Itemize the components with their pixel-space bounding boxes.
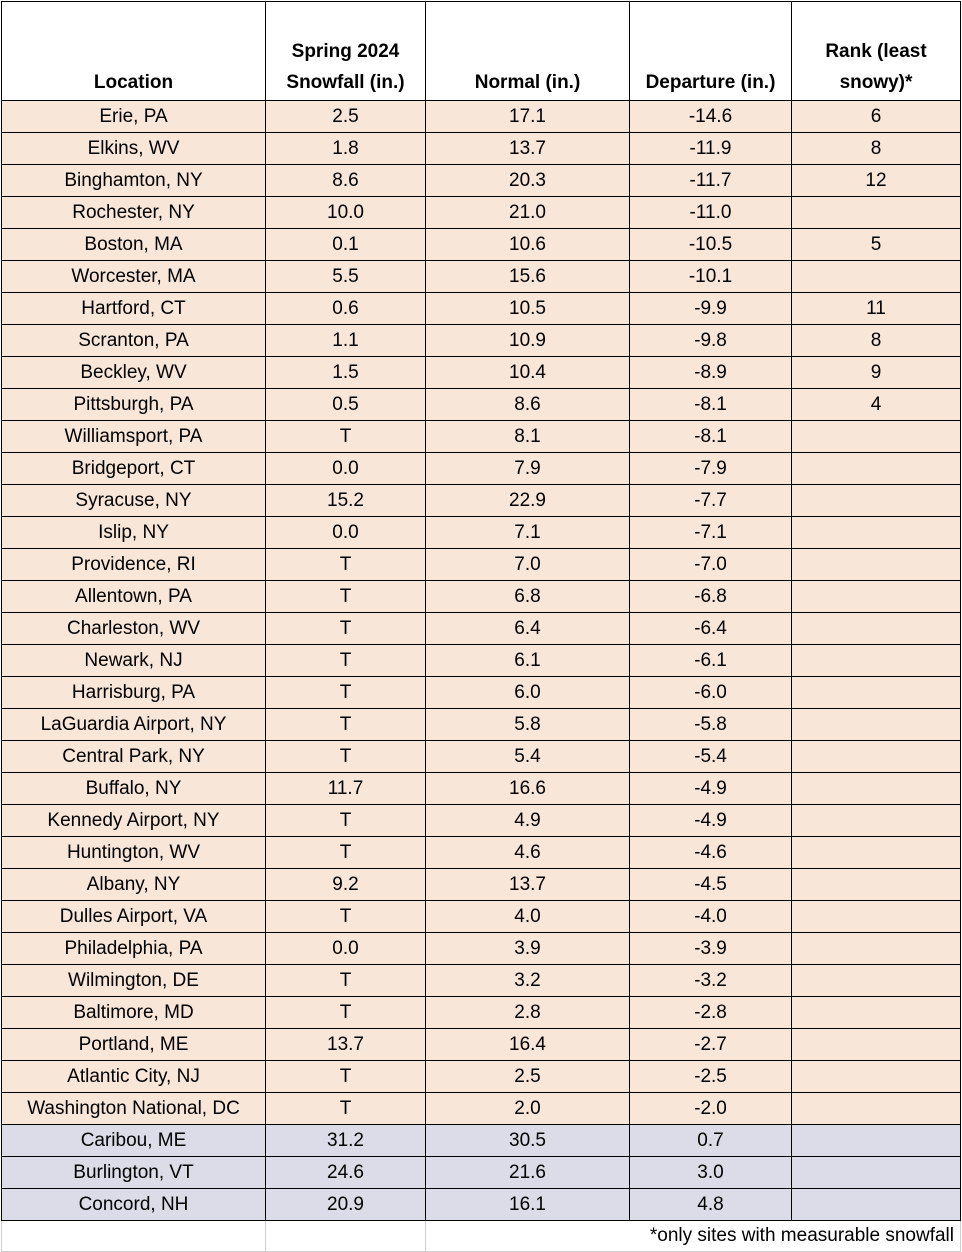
cell-rank [792, 421, 961, 453]
cell-snowfall: 0.0 [266, 453, 426, 485]
table-header [2, 2, 961, 101]
cell-location: Erie, PA [2, 101, 266, 133]
cell-snowfall: 0.0 [266, 933, 426, 965]
cell-location: Kennedy Airport, NY [2, 805, 266, 837]
cell-snowfall: 5.5 [266, 261, 426, 293]
cell-normal: 7.1 [426, 517, 630, 549]
cell-rank: 8 [792, 325, 961, 357]
table-row [2, 1189, 961, 1221]
table-row [2, 389, 961, 421]
cell-departure: -4.0 [630, 901, 792, 933]
table-row [2, 101, 961, 133]
cell-snowfall: T [266, 741, 426, 773]
table-row [2, 549, 961, 581]
cell-snowfall: 15.2 [266, 485, 426, 517]
table-row [2, 1157, 961, 1189]
cell-rank: 11 [792, 293, 961, 325]
table-row [2, 773, 961, 805]
cell-snowfall: 1.5 [266, 357, 426, 389]
cell-departure: -9.9 [630, 293, 792, 325]
cell-departure: -2.5 [630, 1061, 792, 1093]
cell-departure: -2.8 [630, 997, 792, 1029]
cell-departure: -6.4 [630, 613, 792, 645]
table-row [2, 453, 961, 485]
cell-normal: 10.5 [426, 293, 630, 325]
cell-location: Burlington, VT [2, 1157, 266, 1189]
cell-snowfall: T [266, 901, 426, 933]
cell-normal: 22.9 [426, 485, 630, 517]
cell-snowfall: 0.0 [266, 517, 426, 549]
cell-departure: -3.2 [630, 965, 792, 997]
cell-departure: -5.8 [630, 709, 792, 741]
table-row [2, 677, 961, 709]
cell-departure: -10.5 [630, 229, 792, 261]
cell-snowfall: 31.2 [266, 1125, 426, 1157]
cell-departure: -4.9 [630, 773, 792, 805]
table-row [2, 1061, 961, 1093]
table-row [2, 965, 961, 997]
cell-normal: 7.0 [426, 549, 630, 581]
table-row [2, 325, 961, 357]
table-row [2, 1093, 961, 1125]
cell-location: Caribou, ME [2, 1125, 266, 1157]
cell-departure: -2.7 [630, 1029, 792, 1061]
table-row [2, 645, 961, 677]
cell-rank [792, 997, 961, 1029]
cell-snowfall: 13.7 [266, 1029, 426, 1061]
cell-normal: 13.7 [426, 869, 630, 901]
cell-departure: -2.0 [630, 1093, 792, 1125]
cell-departure: 0.7 [630, 1125, 792, 1157]
cell-location: Buffalo, NY [2, 773, 266, 805]
cell-rank [792, 613, 961, 645]
table-row [2, 357, 961, 389]
cell-location: Williamsport, PA [2, 421, 266, 453]
cell-departure: -8.1 [630, 421, 792, 453]
cell-rank: 9 [792, 357, 961, 389]
cell-normal: 6.8 [426, 581, 630, 613]
cell-snowfall: T [266, 997, 426, 1029]
footnote: *only sites with measurable snowfall [426, 1221, 961, 1252]
cell-departure: 4.8 [630, 1189, 792, 1221]
cell-normal: 3.9 [426, 933, 630, 965]
cell-rank [792, 1093, 961, 1125]
cell-snowfall: 0.5 [266, 389, 426, 421]
table-row [2, 517, 961, 549]
cell-location: Worcester, MA [2, 261, 266, 293]
cell-departure: -11.0 [630, 197, 792, 229]
cell-departure: -6.8 [630, 581, 792, 613]
table-row [2, 837, 961, 869]
cell-departure: -6.0 [630, 677, 792, 709]
cell-normal: 10.6 [426, 229, 630, 261]
cell-location: Binghamton, NY [2, 165, 266, 197]
cell-normal: 16.6 [426, 773, 630, 805]
table-row [2, 613, 961, 645]
cell-location: Beckley, WV [2, 357, 266, 389]
cell-rank: 8 [792, 133, 961, 165]
cell-departure: -3.9 [630, 933, 792, 965]
cell-normal: 2.8 [426, 997, 630, 1029]
footnote-spacer-1 [2, 1221, 266, 1252]
cell-normal: 3.2 [426, 965, 630, 997]
cell-normal: 15.6 [426, 261, 630, 293]
cell-snowfall: T [266, 677, 426, 709]
cell-location: Rochester, NY [2, 197, 266, 229]
header-rank: Rank (least snowy)* [792, 2, 961, 101]
cell-departure: -7.7 [630, 485, 792, 517]
cell-rank [792, 645, 961, 677]
cell-normal: 16.4 [426, 1029, 630, 1061]
cell-normal: 4.6 [426, 837, 630, 869]
cell-normal: 7.9 [426, 453, 630, 485]
cell-snowfall: T [266, 613, 426, 645]
cell-location: Philadelphia, PA [2, 933, 266, 965]
cell-rank: 5 [792, 229, 961, 261]
cell-snowfall: T [266, 709, 426, 741]
cell-snowfall: T [266, 965, 426, 997]
cell-rank [792, 741, 961, 773]
table-footer [2, 1221, 961, 1252]
table-row [2, 165, 961, 197]
cell-departure: -11.9 [630, 133, 792, 165]
cell-location: Providence, RI [2, 549, 266, 581]
cell-snowfall: 20.9 [266, 1189, 426, 1221]
cell-departure: -8.9 [630, 357, 792, 389]
table-row [2, 581, 961, 613]
cell-snowfall: 0.6 [266, 293, 426, 325]
cell-rank [792, 677, 961, 709]
cell-normal: 6.4 [426, 613, 630, 645]
cell-normal: 21.0 [426, 197, 630, 229]
table-row [2, 997, 961, 1029]
cell-snowfall: 2.5 [266, 101, 426, 133]
cell-location: Scranton, PA [2, 325, 266, 357]
table-row [2, 197, 961, 229]
cell-departure: -7.1 [630, 517, 792, 549]
cell-departure: -7.0 [630, 549, 792, 581]
cell-location: Boston, MA [2, 229, 266, 261]
cell-location: Wilmington, DE [2, 965, 266, 997]
cell-departure: -4.9 [630, 805, 792, 837]
cell-location: Atlantic City, NJ [2, 1061, 266, 1093]
cell-normal: 6.1 [426, 645, 630, 677]
cell-location: Elkins, WV [2, 133, 266, 165]
cell-rank [792, 773, 961, 805]
snowfall-table [1, 1, 961, 1252]
table-row [2, 1125, 961, 1157]
cell-rank [792, 261, 961, 293]
header-location: Location [2, 2, 266, 101]
cell-rank [792, 1189, 961, 1221]
cell-departure: -14.6 [630, 101, 792, 133]
cell-rank [792, 869, 961, 901]
cell-rank [792, 549, 961, 581]
cell-snowfall: T [266, 1093, 426, 1125]
table-row [2, 805, 961, 837]
cell-normal: 5.8 [426, 709, 630, 741]
cell-rank [792, 453, 961, 485]
cell-rank [792, 933, 961, 965]
cell-departure: -7.9 [630, 453, 792, 485]
cell-snowfall: 0.1 [266, 229, 426, 261]
cell-location: Washington National, DC [2, 1093, 266, 1125]
cell-location: Baltimore, MD [2, 997, 266, 1029]
cell-rank: 12 [792, 165, 961, 197]
cell-location: Concord, NH [2, 1189, 266, 1221]
cell-location: Syracuse, NY [2, 485, 266, 517]
cell-normal: 16.1 [426, 1189, 630, 1221]
cell-location: Portland, ME [2, 1029, 266, 1061]
cell-snowfall: T [266, 549, 426, 581]
cell-location: Central Park, NY [2, 741, 266, 773]
cell-snowfall: T [266, 421, 426, 453]
cell-normal: 5.4 [426, 741, 630, 773]
cell-normal: 4.0 [426, 901, 630, 933]
table-row [2, 869, 961, 901]
cell-rank [792, 581, 961, 613]
table-row [2, 261, 961, 293]
cell-snowfall: 9.2 [266, 869, 426, 901]
cell-rank [792, 805, 961, 837]
cell-rank [792, 965, 961, 997]
cell-snowfall: T [266, 581, 426, 613]
cell-snowfall: T [266, 805, 426, 837]
cell-normal: 10.9 [426, 325, 630, 357]
cell-normal: 21.6 [426, 1157, 630, 1189]
cell-departure: -8.1 [630, 389, 792, 421]
cell-normal: 20.3 [426, 165, 630, 197]
cell-departure: -4.5 [630, 869, 792, 901]
cell-location: Dulles Airport, VA [2, 901, 266, 933]
cell-location: Charleston, WV [2, 613, 266, 645]
table-row [2, 741, 961, 773]
cell-departure: 3.0 [630, 1157, 792, 1189]
table-body [2, 101, 961, 1221]
table-row [2, 293, 961, 325]
cell-normal: 17.1 [426, 101, 630, 133]
cell-snowfall: 8.6 [266, 165, 426, 197]
cell-departure: -10.1 [630, 261, 792, 293]
cell-normal: 8.1 [426, 421, 630, 453]
cell-departure: -9.8 [630, 325, 792, 357]
header-snowfall: Spring 2024 Snowfall (in.) [266, 2, 426, 101]
cell-snowfall: 11.7 [266, 773, 426, 805]
cell-normal: 4.9 [426, 805, 630, 837]
header-departure: Departure (in.) [630, 2, 792, 101]
cell-rank: 4 [792, 389, 961, 421]
table-row [2, 933, 961, 965]
table-row [2, 485, 961, 517]
cell-rank [792, 709, 961, 741]
cell-snowfall: T [266, 645, 426, 677]
cell-location: Allentown, PA [2, 581, 266, 613]
cell-snowfall: T [266, 1061, 426, 1093]
table-row [2, 421, 961, 453]
cell-rank [792, 1125, 961, 1157]
cell-location: Hartford, CT [2, 293, 266, 325]
footnote-row [2, 1221, 961, 1252]
cell-normal: 30.5 [426, 1125, 630, 1157]
table-row [2, 1029, 961, 1061]
cell-normal: 2.5 [426, 1061, 630, 1093]
cell-location: Pittsburgh, PA [2, 389, 266, 421]
cell-rank [792, 1157, 961, 1189]
cell-snowfall: 10.0 [266, 197, 426, 229]
cell-normal: 13.7 [426, 133, 630, 165]
table-row [2, 133, 961, 165]
cell-rank [792, 837, 961, 869]
cell-location: Albany, NY [2, 869, 266, 901]
cell-rank [792, 1029, 961, 1061]
cell-departure: -5.4 [630, 741, 792, 773]
cell-snowfall: T [266, 837, 426, 869]
cell-location: Newark, NJ [2, 645, 266, 677]
cell-location: LaGuardia Airport, NY [2, 709, 266, 741]
cell-rank [792, 197, 961, 229]
cell-departure: -6.1 [630, 645, 792, 677]
cell-rank [792, 1061, 961, 1093]
cell-snowfall: 24.6 [266, 1157, 426, 1189]
cell-normal: 10.4 [426, 357, 630, 389]
cell-rank [792, 901, 961, 933]
footnote-spacer-2 [266, 1221, 426, 1252]
cell-departure: -11.7 [630, 165, 792, 197]
header-normal: Normal (in.) [426, 2, 630, 101]
cell-rank [792, 485, 961, 517]
cell-normal: 2.0 [426, 1093, 630, 1125]
cell-location: Huntington, WV [2, 837, 266, 869]
table-row [2, 709, 961, 741]
cell-location: Islip, NY [2, 517, 266, 549]
cell-departure: -4.6 [630, 837, 792, 869]
header-row [2, 2, 961, 101]
cell-normal: 6.0 [426, 677, 630, 709]
cell-rank: 6 [792, 101, 961, 133]
cell-location: Harrisburg, PA [2, 677, 266, 709]
cell-snowfall: 1.1 [266, 325, 426, 357]
cell-normal: 8.6 [426, 389, 630, 421]
cell-snowfall: 1.8 [266, 133, 426, 165]
cell-rank [792, 517, 961, 549]
cell-location: Bridgeport, CT [2, 453, 266, 485]
table-row [2, 229, 961, 261]
table-row [2, 901, 961, 933]
